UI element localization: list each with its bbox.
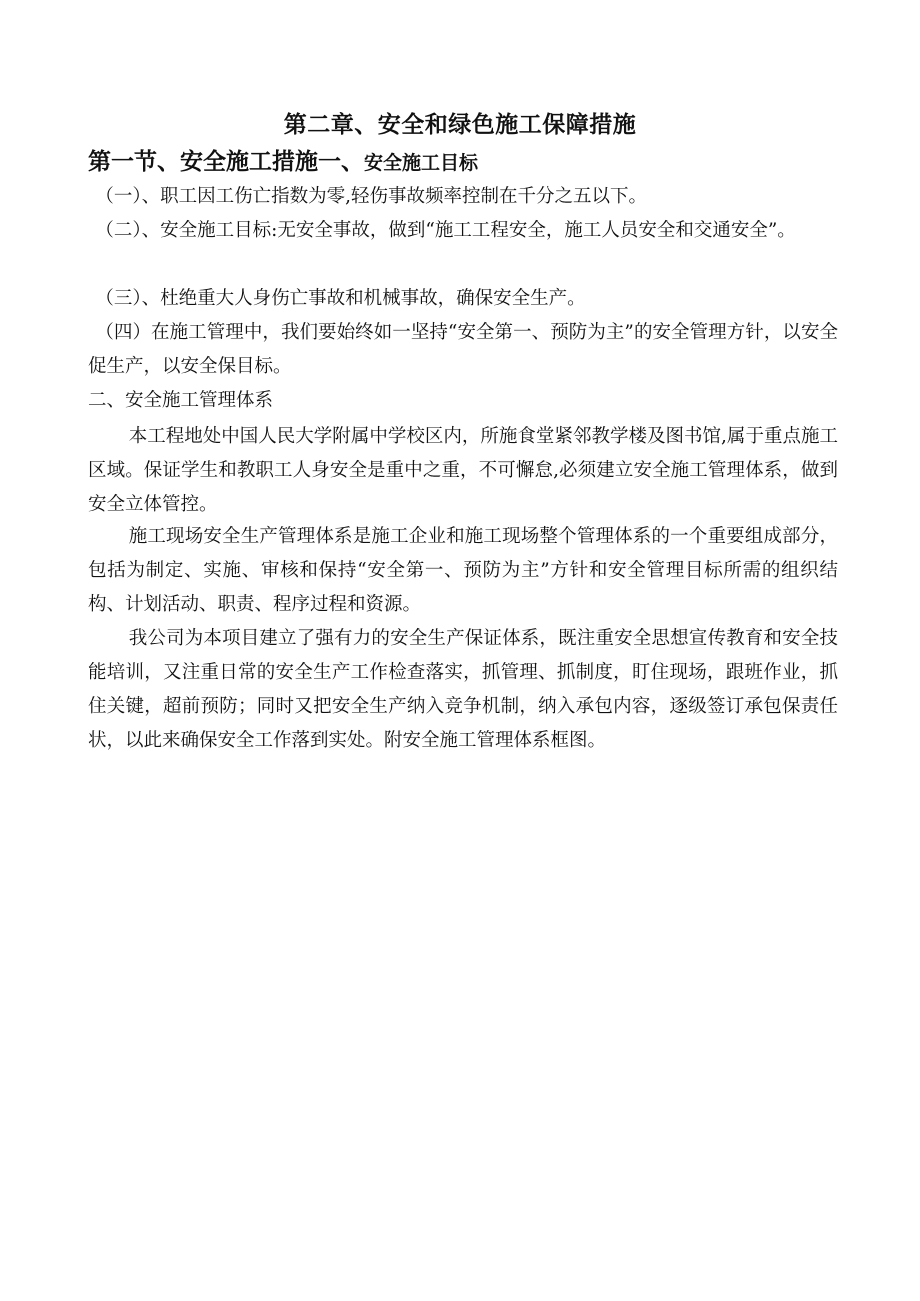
body-paragraph-1: 本工程地处中国人民大学附属中学校区内，所施食堂紧邻教学楼及图书馆,属于重点施工区域。保证学生和教职工人身安全是重中之重，不可懈怠,必须建立安全施工管理体系，做到安全立体管控。 xyxy=(88,426,838,515)
section-heading-main: 第一节、安全施工措施一、 xyxy=(88,148,364,175)
goal-item-1: （一）、职工因工伤亡指数为零,轻伤事故频率控制在千分之五以下。 xyxy=(95,186,648,207)
chapter-title: 第二章、安全和绿色施工保障措施 xyxy=(283,111,637,138)
goal-item-2: （二）、安全施工目标:无安全事故，做到“施工工程安全，施工人员安全和交通安全”。 xyxy=(95,220,796,241)
body-paragraph-3: 我公司为本项目建立了强有力的安全生产保证体系，既注重安全思想宣传教育和安全技能培训，又注重日常的安全生产工作检查落实，抓管理、抓制度，盯住现场，跟班作业，抓住关键，超前预防；同时又把安全生产纳入竞争机制，纳入承包内容，逐级签订承包保责任状，以此来确保安全工作落到实处。附安全施工管理体系框图。 xyxy=(88,628,838,751)
goal-item-4: （四）在施工管理中，我们要始终如一坚持“安全第一、预防为主”的安全管理方针，以安全促生产，以安全保目标。 xyxy=(88,322,838,377)
section-heading xyxy=(88,146,478,179)
subsection-title: 二、安全施工管理体系 xyxy=(88,390,274,411)
body-paragraph-2: 施工现场安全生产管理体系是施工企业和施工现场整个管理体系的一个重要组成部分，包括为制定、实施、审核和保持“安全第一、预防为主”方针和安全管理目标所需的组织结构、计划活动、职责、程序过程和资源。 xyxy=(88,526,838,615)
goal-item-3: （三）、杜绝重大人身伤亡事故和机械事故，确保安全生产。 xyxy=(95,288,586,309)
section-heading-sub: 安全施工目标 xyxy=(364,152,479,174)
